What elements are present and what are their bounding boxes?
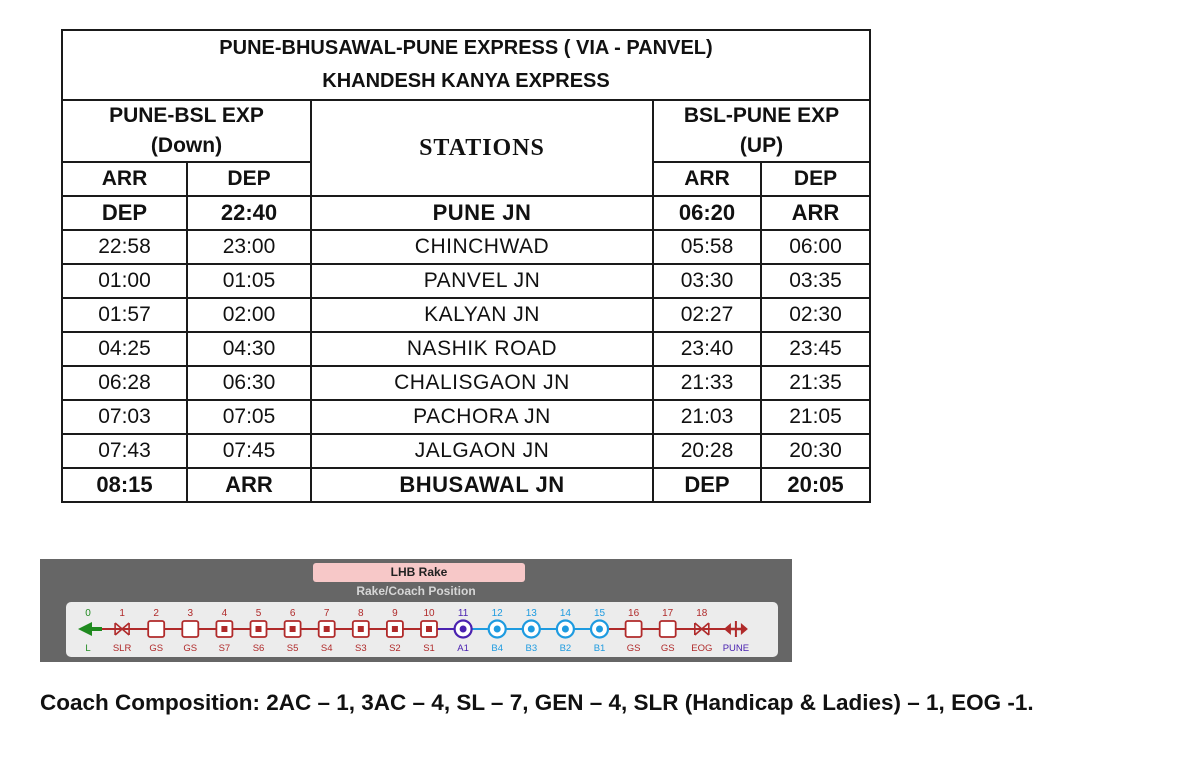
sleeper-coach-marker [290, 626, 296, 632]
up-arr-cell: 02:27 [653, 298, 761, 332]
coach-number: 2 [153, 608, 159, 619]
coach-number: 17 [662, 608, 674, 619]
up-dep-cell: 21:35 [761, 366, 870, 400]
down-arr-cell: 06:28 [62, 366, 187, 400]
coach-number: 13 [525, 608, 537, 619]
up-direction-header [653, 100, 870, 162]
coach-code-label: B4 [491, 643, 504, 654]
down-arr-header: ARR [62, 162, 187, 196]
coach-code-label: GS [626, 643, 641, 654]
coach-code-label: GS [149, 643, 164, 654]
coach-code-label: GS [183, 643, 198, 654]
timetable [61, 29, 871, 503]
coach-number: 10 [423, 608, 435, 619]
up-arr-cell: 20:28 [653, 434, 761, 468]
up-arr-cell: 05:58 [653, 230, 761, 264]
station-cell: PACHORA JN [311, 400, 653, 434]
table-row [62, 366, 870, 400]
table-row [62, 468, 870, 502]
up-arr-cell: 23:40 [653, 332, 761, 366]
ac-coach-marker [528, 626, 535, 633]
up-arr-cell: DEP [653, 468, 761, 502]
down-arr-cell: 22:58 [62, 230, 187, 264]
coach-number: 1 [119, 608, 125, 619]
coach-number: 5 [255, 608, 262, 619]
coach-number: 0 [85, 608, 91, 619]
sleeper-coach-marker [256, 626, 262, 632]
coach-code-label: S1 [423, 643, 435, 654]
coach-code-label: S3 [354, 643, 367, 654]
station-cell: PANVEL JN [311, 264, 653, 298]
coach-code-label: B1 [593, 643, 606, 654]
down-arr-cell: 01:00 [62, 264, 187, 298]
general-coach-icon [182, 621, 198, 637]
up-dep-cell: 20:30 [761, 434, 870, 468]
up-arr-cell: 21:03 [653, 400, 761, 434]
ac-coach-marker [494, 626, 501, 633]
coach-code-label: B2 [559, 643, 572, 654]
table-row [62, 196, 870, 230]
coach-code-label: GS [660, 643, 675, 654]
up-dep-header: DEP [761, 162, 870, 196]
coach-code-label: A1 [457, 643, 469, 654]
coach-number: 15 [593, 608, 606, 619]
up-direction-label: (UP) [739, 134, 784, 157]
down-dep-cell: 07:45 [187, 434, 311, 468]
coach-number: 6 [289, 608, 296, 619]
up-dep-cell: 03:35 [761, 264, 870, 298]
train-alias-line: KHANDESH KANYA EXPRESS [322, 70, 610, 92]
down-arr-cell: 01:57 [62, 298, 187, 332]
up-dep-cell: 20:05 [761, 468, 870, 502]
up-arr-header: ARR [653, 162, 761, 196]
rake-position-panel [40, 559, 792, 662]
coach-code-label: S2 [389, 643, 401, 654]
table-row [62, 230, 870, 264]
sleeper-coach-marker [324, 626, 330, 632]
down-arr-cell: 04:25 [62, 332, 187, 366]
down-arr-cell: 07:43 [62, 434, 187, 468]
station-cell: PUNE JN [311, 196, 653, 230]
down-dep-cell: 23:00 [187, 230, 311, 264]
station-cell: BHUSAWAL JN [311, 468, 653, 502]
coach-number: 14 [559, 608, 571, 619]
down-dep-cell: ARR [187, 468, 311, 502]
coach-code-label: S5 [286, 643, 299, 654]
down-dep-cell: 22:40 [187, 196, 311, 230]
ac-coach-marker [562, 626, 569, 633]
coach-number: 12 [491, 608, 503, 619]
up-dep-cell: 23:45 [761, 332, 870, 366]
up-arr-cell: 03:30 [653, 264, 761, 298]
ac-coach-marker [460, 626, 467, 633]
coach-number: 3 [187, 608, 194, 619]
rake-position-subtitle: Rake/Coach Position [356, 584, 476, 598]
coach-number: 7 [323, 608, 330, 619]
coach-code-label: SLR [112, 643, 132, 654]
coach-number: 8 [358, 608, 364, 619]
table-row [62, 332, 870, 366]
up-dep-cell: 21:05 [761, 400, 870, 434]
down-dep-cell: 01:05 [187, 264, 311, 298]
up-dep-cell: 02:30 [761, 298, 870, 332]
stations-header: STATIONS [311, 100, 653, 196]
general-coach-icon [660, 621, 676, 637]
coach-code-label: B3 [525, 643, 538, 654]
station-cell: KALYAN JN [311, 298, 653, 332]
sleeper-coach-marker [392, 626, 398, 632]
coach-code-label: EOG [691, 643, 713, 654]
down-train-label: PUNE-BSL EXP [109, 104, 264, 127]
general-coach-icon [626, 621, 642, 637]
coach-number: 18 [696, 608, 708, 619]
sleeper-coach-marker [221, 626, 227, 632]
down-direction-header [62, 100, 311, 162]
coach-code-label: S7 [218, 643, 231, 654]
sleeper-coach-marker [358, 626, 364, 632]
station-cell: CHINCHWAD [311, 230, 653, 264]
station-cell: CHALISGAON JN [311, 366, 653, 400]
down-arr-cell: 07:03 [62, 400, 187, 434]
down-dep-cell: 07:05 [187, 400, 311, 434]
table-row [62, 434, 870, 468]
down-dep-cell: 06:30 [187, 366, 311, 400]
up-dep-cell: ARR [761, 196, 870, 230]
up-arr-cell: 06:20 [653, 196, 761, 230]
down-dep-header: DEP [187, 162, 311, 196]
down-arr-cell: 08:15 [62, 468, 187, 502]
coach-code-label: L [85, 643, 91, 654]
table-row [62, 400, 870, 434]
down-direction-label: (Down) [150, 134, 223, 157]
table-row [62, 264, 870, 298]
down-dep-cell: 04:30 [187, 332, 311, 366]
coach-number: 11 [457, 608, 469, 619]
up-dep-cell: 06:00 [761, 230, 870, 264]
coach-composition: Coach Composition: 2AC – 1, 3AC – 4, SL – 7, GEN – 4, SLR (Handicap & Ladies) – 1, EOG -1. [40, 690, 1034, 715]
station-cell: JALGAON JN [311, 434, 653, 468]
sleeper-coach-marker [426, 626, 432, 632]
train-name-line: PUNE-BHUSAWAL-PUNE EXPRESS ( VIA - PANVEL) [219, 37, 713, 59]
general-coach-icon [148, 621, 164, 637]
coach-code-label: PUNE [722, 643, 750, 654]
coach-code-label: S6 [252, 643, 265, 654]
coach-number: 16 [628, 608, 640, 619]
coach-diagram [66, 602, 778, 657]
ac-coach-marker [596, 626, 603, 633]
table-row [62, 298, 870, 332]
down-arr-cell: DEP [62, 196, 187, 230]
coach-strip [66, 602, 778, 657]
coach-number: 4 [221, 608, 228, 619]
up-arr-cell: 21:33 [653, 366, 761, 400]
coach-code-label: S4 [320, 643, 333, 654]
down-dep-cell: 02:00 [187, 298, 311, 332]
coach-number: 9 [392, 608, 398, 619]
rake-type-label: LHB Rake [313, 563, 525, 582]
table-title [62, 30, 870, 100]
station-cell: NASHIK ROAD [311, 332, 653, 366]
up-train-label: BSL-PUNE EXP [683, 104, 840, 127]
